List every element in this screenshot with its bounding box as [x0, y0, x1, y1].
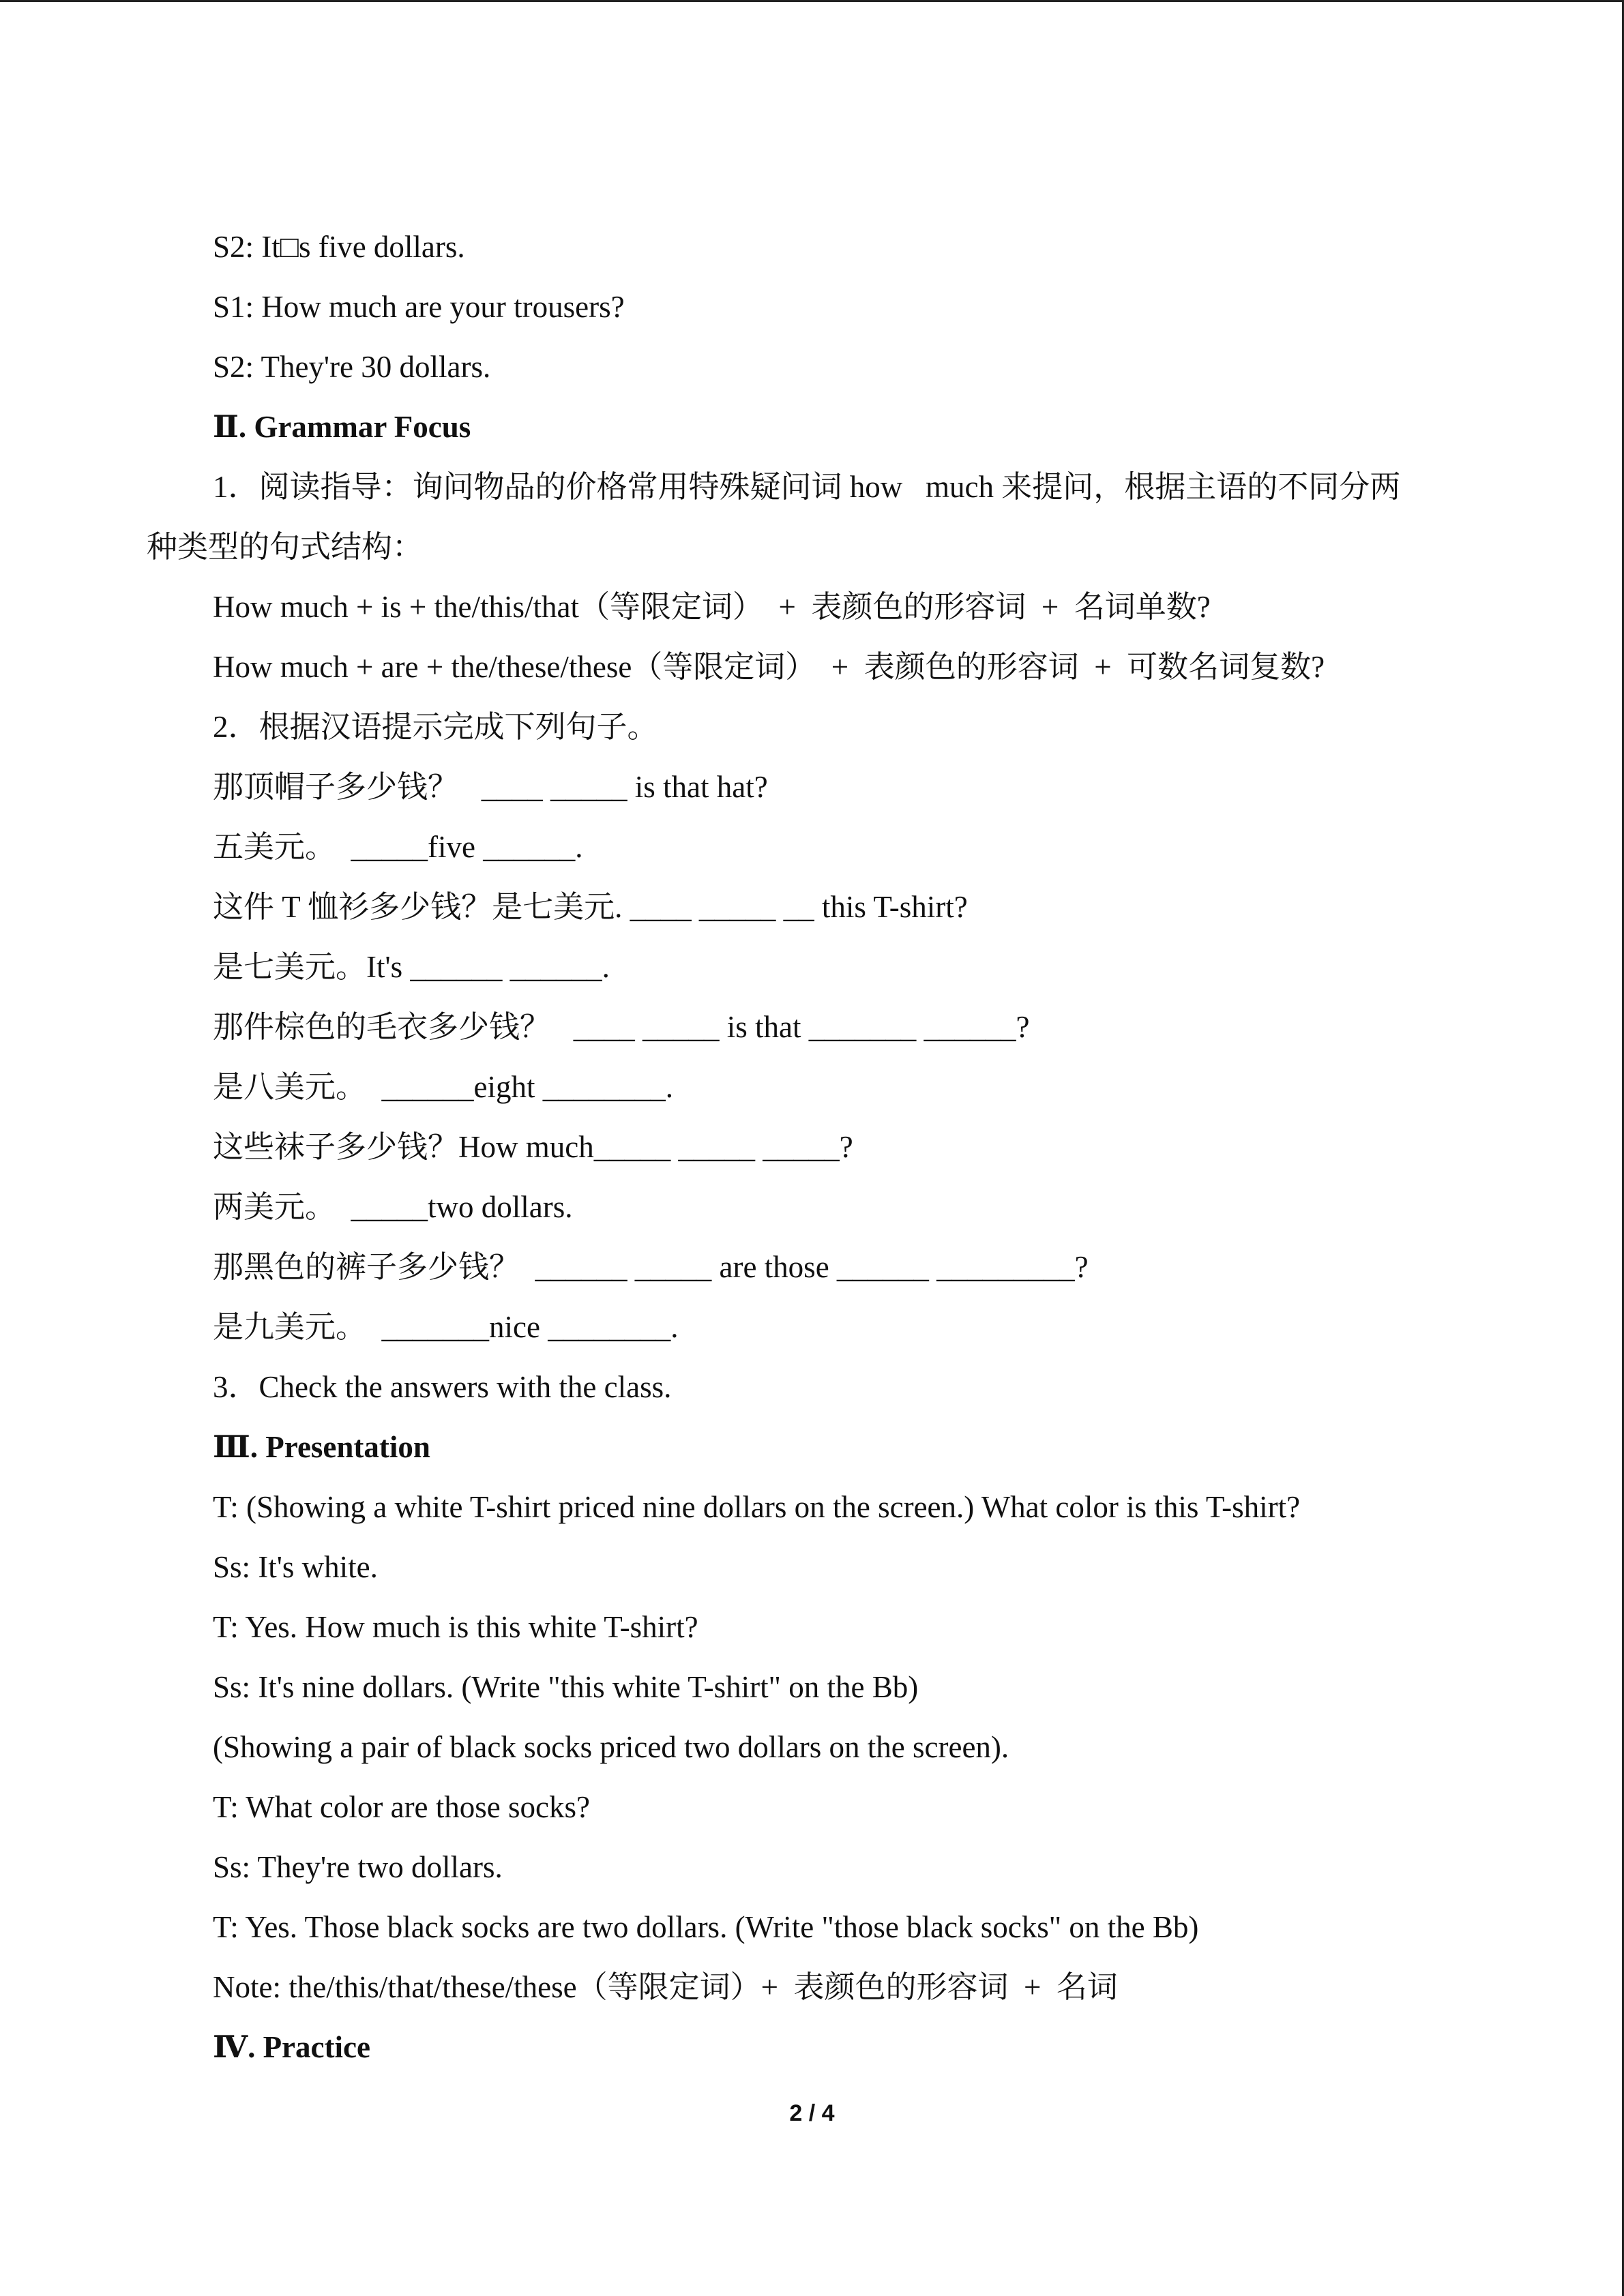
dialogue-line: S2: It□s five dollars. [213, 230, 465, 264]
exercise-line: 那顶帽子多少钱？ ____ _____ is that hat? [213, 770, 768, 804]
instruction-line: 2．根据汉语提示完成下列句子。 [213, 710, 658, 744]
document-body [147, 217, 1483, 2077]
structure-line: How much + is + the/this/that（等限定词） + 表颜色的形容词 + 名词单数? [213, 590, 1211, 624]
exercise-line: 是九美元。 _______nice ________. [213, 1310, 679, 1344]
exercise-line: 两美元。 _____two dollars. [213, 1190, 573, 1224]
dialogue-line: Ss: It's white. [213, 1550, 378, 1584]
dialogue-line: (Showing a pair of black socks priced two dollars on the screen). [213, 1730, 1009, 1764]
dialogue-line: T: Yes. Those black socks are two dollars. (Write "those black socks" on the Bb) [213, 1910, 1199, 1944]
exercise-line: 那黑色的裤子多少钱？ ______ _____ are those ______ _________? [213, 1250, 1089, 1284]
section-heading-practice: Ⅳ. Practice [213, 2030, 370, 2064]
top-border [0, 0, 1624, 2]
dialogue-line: Ss: It's nine dollars. (Write "this white T-shirt" on the Bb) [213, 1670, 919, 1704]
note-line: Note: the/this/that/these/these（等限定词）+ 表颜色的形容词 + 名词 [213, 1970, 1118, 2004]
dialogue-line: T: (Showing a white T-shirt priced nine dollars on the screen.) What color is this T-shirt? [213, 1490, 1301, 1524]
structure-line: How much + are + the/these/these（等限定词） + 表颜色的形容词 + 可数名词复数? [213, 650, 1325, 684]
page-number: 2 / 4 [789, 2100, 835, 2126]
exercise-line: 是七美元。It's ______ ______. [213, 950, 610, 984]
instruction-line: 1．阅读指导：询问物品的价格常用特殊疑问词 how much 来提问，根据主语的不同分两 [213, 470, 1401, 504]
exercise-line: 五美元。 _____five ______. [213, 830, 583, 864]
dialogue-line: S1: How much are your trousers? [213, 290, 625, 324]
dialogue-line: T: Yes. How much is this white T-shirt? [213, 1610, 698, 1644]
exercise-line: 这些袜子多少钱？How much_____ _____ _____? [213, 1130, 853, 1164]
section-heading-grammar-focus: Ⅱ. Grammar Focus [213, 410, 471, 444]
exercise-line: 是八美元。 ______eight ________. [213, 1070, 673, 1104]
instruction-line: 3．Check the answers with the class. [213, 1370, 672, 1404]
exercise-line: 那件棕色的毛衣多少钱？ ____ _____ is that _______ ______? [213, 1010, 1030, 1044]
section-heading-presentation: Ⅲ. Presentation [213, 1430, 430, 1464]
exercise-line: 这件 T 恤衫多少钱？是七美元. ____ _____ __ this T-shirt? [213, 890, 968, 924]
dialogue-line: Ss: They're two dollars. [213, 1850, 503, 1884]
instruction-line-continued: 种类型的句式结构： [147, 530, 424, 564]
dialogue-line: S2: They're 30 dollars. [213, 350, 491, 384]
dialogue-line: T: What color are those socks? [213, 1790, 590, 1824]
